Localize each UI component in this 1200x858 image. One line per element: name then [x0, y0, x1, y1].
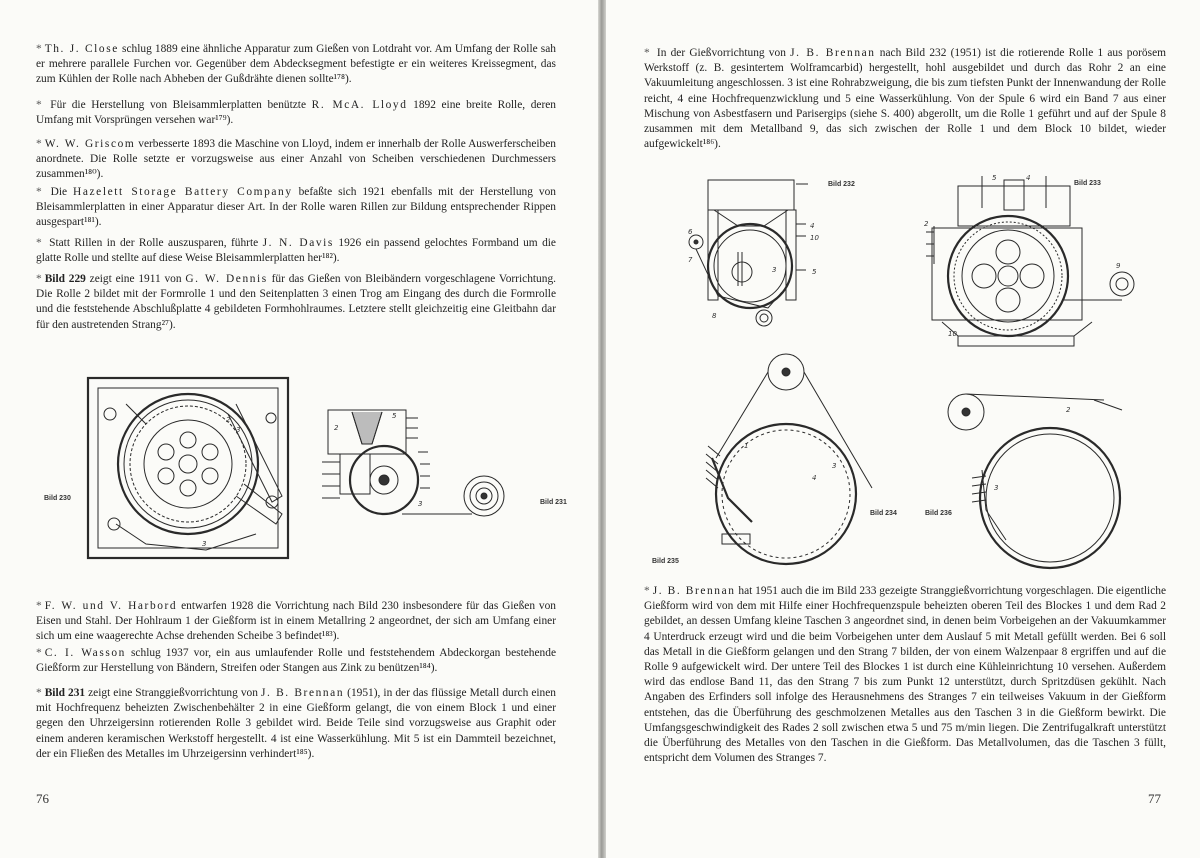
author-name: F. W. und V. Harbord: [44, 600, 178, 612]
company-name: Hazelett Storage Battery Company: [73, 186, 293, 198]
svg-text:5: 5: [392, 412, 397, 420]
paragraph-text: entwarfen 1928 die Vorrichtung nach Bild 230 insbesondere für das Gießen von Eisen und Stahl. Der Hohlraum 1 der Gießform ist in einem Metallring 2 angeordnet, der sich am Umfang einer sich um eine waagerechte Achse drehenden Scheibe 3 befindet¹⁸³).: [36, 600, 556, 643]
bullet-star: *: [36, 647, 42, 659]
paragraph-text: Statt Rillen in der Rolle auszusparen, führte: [44, 237, 263, 249]
paragraph-text: schlug 1937 vor, ein aus umlaufender Rolle und feststehendem Abdeckorgan bestehende Gießform zur Herstellung von Bändern, Streifen oder Stangen aus Zink zu benützen¹⁸⁴).: [36, 647, 556, 675]
figure-230-drawing: [86, 374, 300, 562]
figure-232-drawing: [678, 176, 838, 336]
author-name: R. McA. Lloyd: [311, 99, 408, 111]
svg-text:8: 8: [712, 312, 717, 320]
author-name: J. B. Brennan: [260, 687, 345, 699]
author-name: J. B. Brennan: [790, 47, 876, 59]
caption-bild-234: Bild 234: [870, 510, 897, 517]
svg-text:4: 4: [810, 222, 815, 230]
author-name: J. N. Davis: [262, 237, 334, 249]
right-page: [606, 0, 1200, 858]
svg-text:1: 1: [744, 442, 749, 450]
svg-text:3: 3: [832, 462, 837, 470]
paragraph-hazelett: [36, 185, 556, 231]
paragraph-text: 1926 ein passend gelochtes Formband um die glatte Rolle und stellte auf diese Weise Bleisammlerplatten her¹⁸²).: [36, 237, 556, 265]
paragraph-text: hat 1951 auch die im Bild 233 gezeigte Stranggießvorrichtung vorgeschlagen. Die eigentliche Gießform wird von dem mit Hilfe einer Hochfrequenzspule beheizten oberen Teil des Blockes 1 und dem Rad 2 gebildet, an dessen Umfang kleine Taschen 3 angeordnet sind, in denen beim Vorbeigehen an der Vakuumkammer 4 Unterdruck erzeugt wird und die beim Vorbeigehen unter dem Auslauf 5 mit Metall gefüllt werden. Bei 6 soll das Metall in die Gießform gelangen und den Strang 7 bilden, der von einem Walzenpaar 8 ergriffen und auf die Rolle 9 aufgewickelt wird. Der untere Teil des Blockes 1 ist durch eine Kühleinrichtung 10 versehen. Außerdem wird das endlose Band 11, das den Strang 7 bis zum Punkt 12 unterstützt, durch Spritzdüsen gekühlt. Nach Angaben des Erfinders soll infolge des Herausnehmens des Stranges 7 ein teilweises Vakuum in der Gießform entstehen, das die Überführung des geschmolzenen Metalles aus den Taschen 3 in die Gießform bewirkt. Die Umfangsgeschwindigkeit des Rades 2 soll zwischen etwa 5 und 75 m/min liegen. Die Zentrifugalkraft unterstützt die Überführung des Metalles von den Taschen in die Gießform. Das Metallvolumen, das die Taschen 3 füllt, entspricht dem Volumen des Stranges 7.: [644, 585, 1167, 765]
bullet-star: *: [36, 138, 42, 150]
paragraph-text: zeigt eine 1911 von: [85, 273, 186, 285]
paragraph-bild233: [644, 584, 1166, 766]
page-number-left: 76: [36, 791, 49, 806]
author-name: C. I. Wasson: [44, 647, 126, 659]
author-name: J. B. Brennan: [652, 585, 736, 597]
left-page: [0, 0, 598, 858]
svg-text:3: 3: [236, 426, 241, 434]
svg-text:2: 2: [924, 220, 929, 228]
book-gutter: [598, 0, 606, 858]
svg-text:5: 5: [992, 174, 997, 182]
paragraph-text: In der Gießvorrichtung von: [652, 47, 791, 59]
paragraph-lloyd: [36, 98, 556, 128]
svg-text:3: 3: [418, 500, 423, 508]
svg-text:5: 5: [812, 268, 817, 276]
bullet-star: *: [36, 687, 42, 699]
paragraph-text: Für die Herstellung von Bleisammlerplatten benützte: [44, 99, 312, 111]
paragraph-text: zeigt eine Stranggießvorrichtung von: [85, 687, 261, 699]
paragraph-text: verbesserte 1893 die Maschine von Lloyd, indem er innerhalb der Rolle Auswerferscheiben anordnete. Die Rolle setzte er vorzugsweise aus einer Anzahl von Scheiben verschiedenen Durchmessers zusammen¹⁸⁰).: [36, 138, 557, 181]
paragraph-bild232: [644, 46, 1166, 152]
svg-text:3: 3: [202, 540, 207, 548]
caption-bild-232: Bild 232: [828, 181, 855, 188]
caption-bild-236: Bild 236: [925, 510, 952, 517]
svg-text:3: 3: [994, 484, 999, 492]
svg-text:2: 2: [334, 424, 339, 432]
paragraph-text: befaßte sich 1921 ebenfalls mit der Herstellung von Bleisammlerplatten in einer Apparatur dieser Art. In der Rolle waren Rillen zur Bildung entsprechender Rippen ausgespart¹⁸¹).: [36, 186, 556, 229]
figure-231-drawing: [322, 404, 532, 526]
svg-text:7: 7: [688, 256, 693, 264]
paragraph-bild231: [36, 686, 556, 762]
figure-234-drawing: [692, 348, 882, 566]
paragraph-harbord: [36, 599, 556, 645]
svg-text:10: 10: [810, 234, 819, 242]
paragraph-text: für das Gießen von Bleibändern vorgeschlagene Vorrichtung. Die Rolle 2 bildet mit der Formrolle 1 und den Seitenplatten 3 einen Trog am Eingang des durch die Formrolle und die feststehende Abschlußplatte 4 gebildeten Formhohlraumes. Letztere stellt gleichzeitig eine Gleitbahn dar für den austretenden Strang²⁷).: [36, 273, 556, 331]
figure-reference: Bild 229: [44, 273, 86, 285]
svg-text:6: 6: [688, 228, 693, 236]
bullet-star: *: [36, 186, 42, 198]
figure-236-drawing: [946, 390, 1126, 570]
paragraph-bild229: [36, 272, 556, 333]
page-number-right: 77: [1148, 791, 1161, 806]
svg-text:10: 10: [948, 330, 957, 338]
caption-bild-235: Bild 235: [652, 558, 679, 565]
paragraph-close: [36, 42, 556, 88]
author-name: Th. J. Close: [44, 43, 119, 55]
paragraph-text: Die: [44, 186, 74, 198]
bullet-star: *: [644, 585, 650, 597]
paragraph-text: (1951), in der das flüssige Metall durch einen mit Hochfrequenz beheizten Zwischenbehälter 2 in eine Gießform gelangt, die von einem Block 1 und einer gegen den Uhrzeigersinn rotierenden Rolle 3 gebildet wird. Beide Teile sind vorzugsweise aus Graphit oder einem anderen keramischen Werkstoff hergestellt. 4 ist eine Wasserkühlung. Mit 5 ist ein Dammteil bezeichnet, der ein Fließen des Metalles im Uhrzeigersinn verhindert¹⁸⁵).: [36, 687, 556, 760]
svg-text:3: 3: [772, 266, 777, 274]
svg-text:4: 4: [1026, 174, 1031, 182]
paragraph-davis: [36, 236, 556, 266]
author-name: G. W. Dennis: [185, 273, 268, 285]
caption-bild-231: Bild 231: [540, 499, 567, 506]
bullet-star: *: [36, 237, 42, 249]
paragraph-text: schlug 1889 eine ähnliche Apparatur zum Gießen von Lotdraht vor. Am Umfang der Rolle sah er mehrere parallele Furchen vor. Gegenüber dem Abdecksegment befestigte er ein weiteres Kreissegment, das zum Kühlen der Rolle nach Abheben der Gußdrähte dienen sollte¹⁷⁸).: [36, 43, 556, 86]
bullet-star: *: [36, 43, 42, 55]
svg-text:9: 9: [1116, 262, 1121, 270]
paragraph-text: nach Bild 232 (1951) ist die rotierende Rolle 1 aus porösem Werkstoff (z. B. gesintertem Wolframcarbid) hergestellt, hohl ausgebildet und durch das Rohr 2 an eine Vakuumleitung angeschlossen. 3 ist eine Rohrabzweigung, die bis zum tiefsten Punkt der Innenwandung der Rolle reicht, 4 eine Hochfrequenzwicklung und 5 eine Wasserkühlung. Von der Spule 6 wird ein Band 7 aus einer Mischung von Asbestfasern und Parisergips (siehe S. 400) abgerollt, um die Rolle 1 geführt und auf der Spule 8 zusammen mit dem Metallband 9, das sich zwischen der Rolle 1 und dem Block 10 bildet, wieder aufgewickelt¹⁸⁶).: [644, 47, 1166, 151]
caption-bild-230: Bild 230: [44, 495, 71, 502]
bullet-star: *: [36, 600, 42, 612]
figure-reference: Bild 231: [44, 687, 86, 699]
svg-text:2: 2: [1066, 406, 1071, 414]
figure-233-drawing: [922, 172, 1144, 356]
caption-bild-233: Bild 233: [1074, 180, 1101, 187]
bullet-star: *: [36, 273, 42, 285]
paragraph-text: 1892 eine breite Rolle, deren Umfang mit Vorsprüngen versehen war¹⁷⁹).: [36, 99, 557, 127]
paragraph-wasson: [36, 646, 556, 676]
bullet-star: *: [644, 47, 650, 59]
bullet-star: *: [36, 99, 42, 111]
svg-text:4: 4: [812, 474, 817, 482]
paragraph-griscom: [36, 137, 556, 183]
author-name: W. W. Griscom: [44, 138, 136, 150]
svg-text:2: 2: [226, 416, 231, 424]
